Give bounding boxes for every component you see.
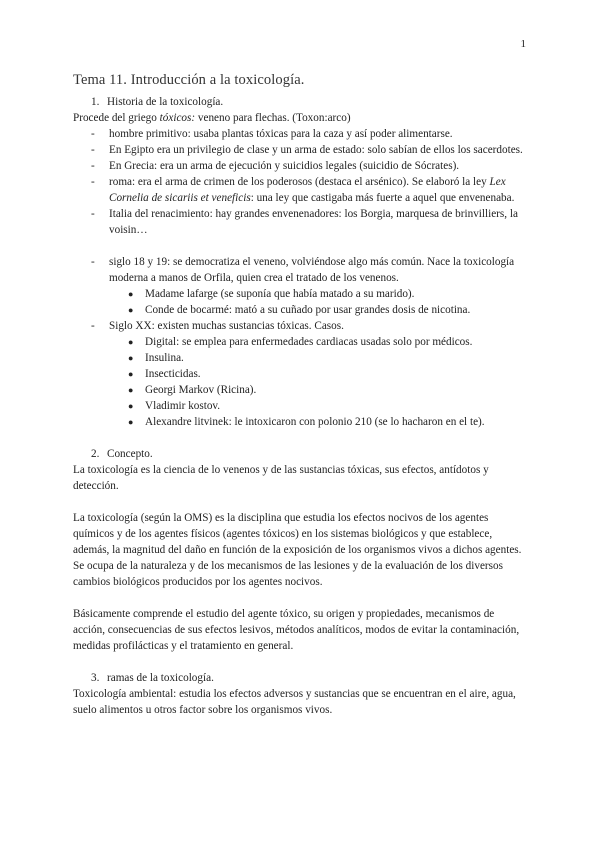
history-item-text: En Egipto era un privilegio de clase y un arma de estado: solo sabían de ellos los sacerdotes. [109,144,523,156]
case-text: Digital: se emplea para enfermedades cardiacas usadas solo por médicos. [145,336,473,348]
spacer [73,238,529,254]
section-1-number: 1. [91,96,100,108]
history-item-text: hombre primitivo: usaba plantas tóxicas para la caza y así poder alimentarse. [109,128,453,140]
dash-marker: - [91,256,95,268]
document-body [73,72,529,718]
roma-text: roma: era el arma de crimen de los poderosos (destaca el arsénico). Se elaboró la ley [109,176,490,188]
branches-paragraph: Toxicología ambiental: estudia los efectos adversos y sustancias que se encuentran en el aire, agua, suelo alimentos u otros factor sobre los organismos vivos. [73,688,516,716]
section-3-title: ramas de la toxicología. [107,672,214,684]
origin-suffix: veneno para flechas. (Toxon:arco) [195,112,351,124]
document-title: Tema 11. Introducción a la toxicología. [73,72,305,88]
section-2-heading [73,446,529,462]
case-text: Insecticidas. [145,368,201,380]
case-item [73,366,529,382]
history-item-text: En Grecia: era un arma de ejecución y suicidios legales (suicidio de Sócrates). [109,160,460,172]
section-1-heading [73,94,529,110]
section-2-title: Concepto. [107,448,153,460]
siglo-18-cases [73,286,529,318]
spacer [73,590,529,606]
case-item [73,334,529,350]
history-list [73,126,529,238]
case-text: Conde de bocarmé: mató a su cuñado por usar grandes dosis de nicotina. [145,304,471,316]
history-item [73,158,529,174]
case-item [73,350,529,366]
bullet-marker: ● [128,337,134,347]
history-item-roma [73,174,529,206]
bullet-marker: ● [128,369,134,379]
roma-suffix: : una ley que castigaba más fuerte a aquel que envenenaba. [250,192,515,204]
history-item-siglo-18 [73,254,529,318]
dash-marker: - [91,128,95,140]
siglo-18-text: siglo 18 y 19: se democratiza el veneno, volviéndose algo más común. Nace la toxicología moderna a manos de Orfila, quien crea el tratado de los venenos. [109,256,515,284]
bullet-marker: ● [128,417,134,427]
origin-prefix: Procede del griego [73,112,160,124]
section-1-title: Historia de la toxicología. [107,96,224,108]
history-item-italia [73,206,529,238]
dash-marker: - [91,320,95,332]
case-text: Insulina. [145,352,184,364]
section-2-number: 2. [91,448,100,460]
spacer [73,494,529,510]
case-item [73,302,529,318]
origin-paragraph [73,110,529,126]
case-item [73,414,529,430]
case-text: Georgi Markov (Ricina). [145,384,257,396]
concept-paragraph: La toxicología es la ciencia de lo venenos y de las sustancias tóxicas, sus efectos, antídotos y detección. [73,464,489,492]
bullet-marker: ● [128,385,134,395]
bullet-marker: ● [128,353,134,363]
siglo-xx-text: Siglo XX: existen muchas sustancias tóxicas. Casos. [109,320,344,332]
history-item [73,126,529,142]
bullet-marker: ● [128,289,134,299]
spacer [73,430,529,446]
modern-history-list [73,254,529,430]
history-item [73,142,529,158]
italia-text: Italia del renacimiento: hay grandes envenenadores: los Borgia, marquesa de brinvilliers, la voisin… [109,208,518,236]
bullet-marker: ● [128,305,134,315]
concept-paragraph: Básicamente comprende el estudio del agente tóxico, su origen y propiedades, mecanismos de acción, consecuencias de sus efectos lesivos, métodos analíticos, modos de evitar la contaminación, medidas profilácticas y el tratamiento en general. [73,608,520,652]
concept-paragraph: La toxicología (según la OMS) es la disciplina que estudia los efectos nocivos de los agentes químicos y de los agentes físicos (agentes tóxicos) en los sistemas biológicos y que establece, además, la magnitud del daño en función de la exposición de los organismos vivos a dichos agentes. Se ocupa de la naturaleza y de los mecanismos de las lesiones y de la evaluación de los diversos cambios biológicos producidos por los agentes nocivos. [73,512,522,588]
case-text: Alexandre litvinek: le intoxicaron con polonio 210 (se lo hacharon en el te). [145,416,485,428]
page-number: 1 [520,38,526,50]
dash-marker: - [91,176,95,188]
roma-law-italic: Lex Cornelia de sicariis et veneficis [109,176,506,204]
siglo-xx-cases [73,334,529,430]
section-3-number: 3. [91,672,100,684]
spacer [73,654,529,670]
case-item [73,286,529,302]
case-item [73,398,529,414]
origin-italic: tóxicos: [159,112,196,124]
section-3-heading [73,670,529,686]
case-item [73,382,529,398]
case-text: Vladimir kostov. [145,400,221,412]
dash-marker: - [91,144,95,156]
case-text: Madame lafarge (se suponía que había matado a su marido). [145,288,415,300]
dash-marker: - [91,160,95,172]
history-item-siglo-xx [73,318,529,430]
dash-marker: - [91,208,95,220]
bullet-marker: ● [128,401,134,411]
